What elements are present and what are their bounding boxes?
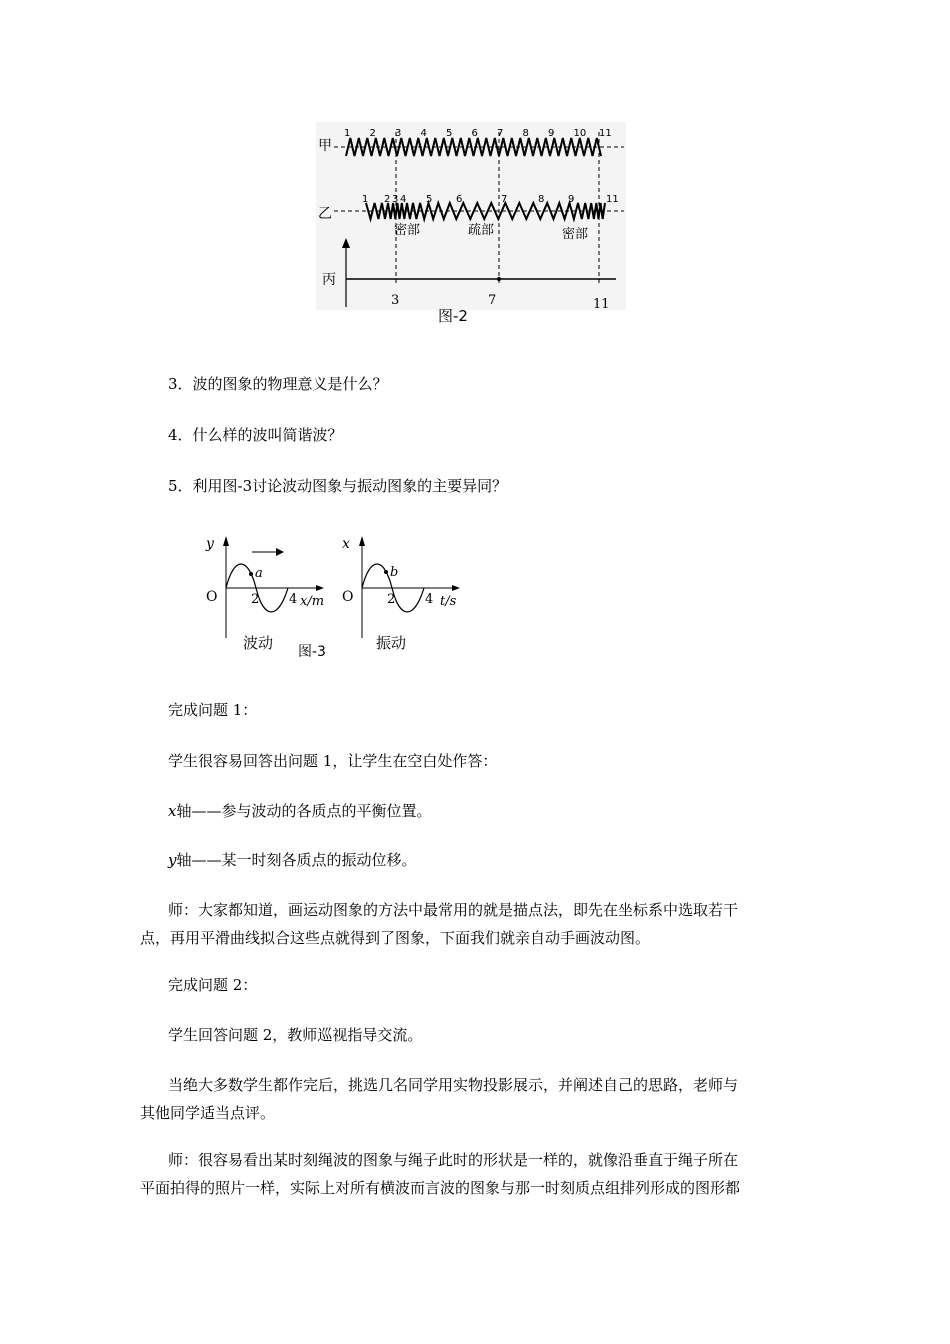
vibration-origin: O (342, 589, 354, 605)
teacher-paragraph-1-line-2: 点，再用平滑曲线拟合这些点就得到了图象，下面我们就亲自动手画波动图。 (140, 929, 651, 947)
row3-point-7 (497, 277, 501, 281)
axis-number-7: 7 (488, 293, 497, 308)
vibration-panel (342, 536, 460, 652)
vibration-point-b (384, 570, 388, 574)
wave-tick-4: 4 (289, 592, 298, 607)
axis-number-11: 11 (593, 297, 610, 312)
wave-name: 波动 (243, 634, 274, 652)
y-axis-meaning (168, 846, 808, 874)
showcase-paragraph-line-2: 其他同学适当点评。 (140, 1104, 276, 1122)
axis-number-3: 3 (391, 293, 400, 308)
region-sparse: 疏部 (468, 223, 495, 238)
row-label-jia: 甲 (318, 138, 332, 154)
vibration-y-arrow (359, 536, 365, 546)
row2-number-5: 5 (426, 194, 433, 205)
wave-y-label: y (206, 536, 214, 552)
complete-question-2: 完成问题 2： (168, 976, 258, 994)
row-label-bing: 丙 (322, 272, 336, 288)
teacher-paragraph-2-line-2: 平面拍得的照片一样，实际上对所有横波而言波的图象与那一时刻质点组排列形成的图形都 (140, 1179, 741, 1197)
student-answer-1: 学生很容易回答出问题 1，让学生在空白处作答： (168, 752, 498, 770)
wave-x-label: x/m (300, 594, 325, 609)
teacher-paragraph-1-line-1: 师：大家都知道，画运动图象的方法中最常用的就是描点法，即先在坐标系中选取若干 (168, 901, 739, 919)
y-axis-variable: y (168, 851, 177, 869)
wave-origin: O (206, 589, 218, 605)
row1-number-7: 7 (497, 128, 504, 139)
row2-number-1: 1 (362, 194, 369, 205)
row1-number-2: 2 (369, 128, 376, 139)
wave-y-arrow (223, 536, 229, 546)
row2-number-3: 3 (392, 194, 399, 205)
region-dense-right: 密部 (562, 227, 589, 242)
teacher-paragraph-2-line-1: 师：很容易看出某时刻绳波的图象与绳子此时的形状是一样的，就像沿垂直于绳子所在 (168, 1151, 739, 1169)
x-axis-meaning (168, 797, 808, 825)
figure-2 (316, 122, 626, 322)
vibration-x-label: t/s (440, 594, 457, 609)
vibration-tick-4: 4 (425, 592, 434, 607)
question-5: 5．利用图-3讨论波动图象与振动图象的主要异同？ (168, 477, 508, 495)
vibration-point-b-label: b (390, 565, 399, 580)
y-axis-text: 轴——某一时刻各质点的振动位移。 (176, 851, 417, 869)
row1-number-11: 11 (599, 128, 612, 139)
row1-number-3: 3 (395, 128, 402, 139)
row2-number-11: 11 (606, 194, 619, 205)
row1-number-10: 10 (573, 128, 587, 139)
row2-number-6: 6 (456, 194, 463, 205)
question-3: 3．波的图象的物理意义是什么？ (168, 375, 388, 393)
figure-3 (196, 528, 486, 668)
row1-number-4: 4 (420, 128, 427, 139)
row1-number-8: 8 (522, 128, 529, 139)
row2-number-8: 8 (538, 194, 545, 205)
figure-3-caption: 图-3 (298, 644, 326, 660)
student-answer-2: 学生回答问题 2，教师巡视指导交流。 (168, 1026, 423, 1044)
wave-point-a-label: a (255, 566, 263, 581)
row2-number-9: 9 (568, 194, 575, 205)
x-axis-variable: x (168, 802, 177, 820)
row2-number-4: 4 (400, 194, 407, 205)
row1-number-6: 6 (471, 128, 478, 139)
figure-2-caption: 图-2 (438, 307, 468, 325)
row1-number-5: 5 (446, 128, 453, 139)
vibration-name: 振动 (376, 634, 407, 652)
row2-number-2: 2 (384, 194, 391, 205)
row2-number-7: 7 (501, 194, 508, 205)
region-dense-left: 密部 (394, 223, 421, 238)
x-axis-text: 轴——参与波动的各质点的平衡位置。 (176, 802, 432, 820)
row1-number-9: 9 (548, 128, 555, 139)
wave-x-arrow (316, 585, 324, 591)
showcase-paragraph-line-1: 当绝大多数学生都作完后，挑选几名同学用实物投影展示，并阐述自己的思路，老师与 (168, 1076, 739, 1094)
wave-direction-arrowhead (276, 548, 284, 556)
vibration-x-arrow (452, 585, 460, 591)
wave-point-a (249, 572, 253, 576)
wave-tick-2: 2 (251, 592, 260, 607)
wave-panel (205, 536, 324, 652)
question-4: 4．什么样的波叫简谐波？ (168, 426, 343, 444)
complete-question-1: 完成问题 1： (168, 701, 258, 719)
vibration-y-label: x (342, 536, 350, 552)
row-label-yi: 乙 (318, 206, 332, 222)
row1-number-1: 1 (344, 128, 351, 139)
vibration-tick-2: 2 (387, 592, 396, 607)
